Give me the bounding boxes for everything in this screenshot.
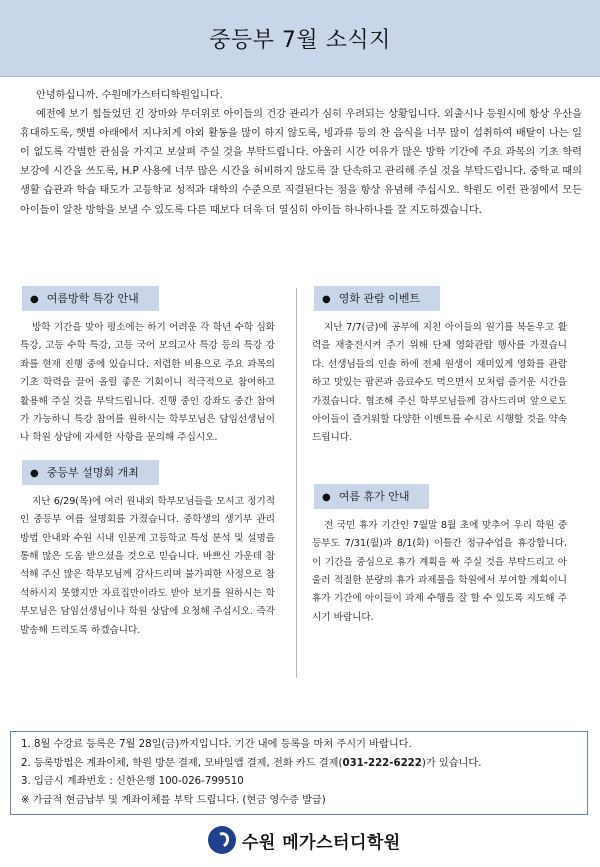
notice-box xyxy=(10,731,588,815)
logo-text: 수원 메가스터디학원 xyxy=(242,832,401,853)
section-body-movie-event: 지난 7/7(금)에 공부에 지친 아이들의 원기를 북돋우고 활력을 재충전시켜 주기 위해 단체 영화관람 행사를 가졌습니다. 선생님들의 인솔 하에 전체 원생이 재미있게 영화를 관람하고 맛있는 팝콘과 음료수도 먹으면서 모처럼 즐거운 시간을 가졌습니다. 협조해 주신 학부모님들께 감사드리며 앞으로도 아이들이 즐거워할 다양한 이벤트를 수시로 시행할 것을 약속드립니다. xyxy=(312,322,567,444)
notice-line-4: ※ 가급적 현금납부 및 계좌이체를 부탁 드립니다. (현금 영수증 발급) xyxy=(21,794,326,806)
bullet-icon: ● xyxy=(30,467,39,479)
bullet-icon: ● xyxy=(30,294,39,305)
section-title: 여름 휴가 안내 xyxy=(338,489,410,503)
phone-number: 031-222-6222 xyxy=(342,757,422,769)
left-column xyxy=(20,286,275,640)
section-title: 여름방학 특강 안내 xyxy=(46,292,139,305)
section-body-vacation: 전 국민 휴가 기간인 7월말 8월 초에 맞추어 우리 학원 중등부도 7/31(월)과 8/1(화) 이틀간 정규수업을 휴강합니다. 이 기간을 중심으로 휴가 계획을 짜 주실 것을 부탁드리고 아울러 적절한 분량의 휴가 과제물을 학원에서 부여할 계획이니 휴가 기간에 아이들이 과제 수행을 잘 할 수 있도록 지도해 주시기 바랍니다. xyxy=(312,519,567,623)
section-heading-movie-event xyxy=(314,286,440,311)
right-column xyxy=(312,286,567,627)
bullet-icon: ● xyxy=(322,294,331,305)
section-title: 중등부 설명회 개최 xyxy=(46,465,139,479)
section-heading-vacation xyxy=(314,484,429,509)
notice-line-3: 3. 입금시 계좌번호 : 신한은행 100-026-799510 xyxy=(21,776,244,787)
column-divider xyxy=(296,288,297,678)
title-banner xyxy=(0,0,600,77)
section-body-briefing: 지난 6/29(목)에 여러 원내외 학부모님들을 모시고 정기적인 중등부 여름 설명회를 가졌습니다. 중학생의 생기부 관리 방법 안내와 수원 시내 인문계 고등학교 특성 분석 및 설명을 통해 많은 도움 받으셨을 것으로 믿습니다. 바쁘신 가운데 참석해 주신 많은 학부모님께 감사드리며 불가피한 사정으로 참석하시지 못했지만 자료집만이라도 받아 보기를 원하시는 학부모님은 담임선생님이나 학원 상담에 요청해 주십시오. 즉각 발송해 드리도록 하겠습니다. xyxy=(20,495,275,636)
intro-greeting: 안녕하십니까. 수원메가스터디학원입니다. xyxy=(36,90,223,101)
notice-line-2 xyxy=(21,755,577,774)
page-title: 중등부 7월 소식지 xyxy=(209,27,391,53)
academy-logo xyxy=(208,823,401,857)
notice-line-2-prefix: 2. 등록방법은 계좌이체, 학원 방문 결제, 모바일앱 결제, 전화 카드 결제( xyxy=(21,757,343,769)
notice-line-2-suffix: )가 있습니다. xyxy=(421,757,482,769)
megastudy-logo-icon xyxy=(208,826,236,854)
notice-line-1: 1. 8월 수강료 등록은 7월 28일(금)까지입니다. 기간 내에 등록을 마쳐 주시기 바랍니다. xyxy=(21,739,412,750)
section-heading-special-lecture xyxy=(22,286,159,311)
bullet-icon: ● xyxy=(322,491,331,503)
intro-body: 예전에 보기 힘들었던 긴 장마와 무더위로 아이들의 건강 관리가 심히 우려되는 상황입니다. 외출시나 등원시에 항상 우산을 휴대하도록, 햇볕 아래에서 지나치게 야외 활동을 많이 하지 않도록, 빙과류 등의 찬 음식을 너무 많이 섭취하여 배탈이 나는 일이 없도록 각별한 관심을 가지고 보살펴 주실 것을 부탁드립니다. 아울러 시간 여유가 많은 방학 기간에 주요 과목의 기초 학력 보강에 시간을 쓰도록, H.P 사용에 너무 많은 시간을 허비하지 않도록 잘 단속하고 관리해 주실 것을 부탁드립니다. 중학교 때의 생활 습관과 학습 태도가 고등학교 성적과 대학의 수준으로 직결된다는 점을 항상 유념해 주십시오. 학원도 이런 관점에서 모든 아이들이 알찬 방학을 보낼 수 있도록 다른 때보다 더욱 더 열심히 아이들 하나하나를 잘 지도하겠습니다. xyxy=(20,109,582,216)
section-heading-briefing xyxy=(22,460,159,485)
intro-letter xyxy=(20,86,582,220)
section-title: 영화 관람 이벤트 xyxy=(338,292,421,305)
section-body-special-lecture: 방학 기간을 맞아 평소에는 하기 어려운 각 학년 수학 심화 특강, 고등 수학 특강, 고등 국어 모의고사 특강 등의 특강 강좌를 현재 진행 중에 있습니다. 저렴한 비용으로 주요 과목의 기초 학력을 끌어 올릴 좋은 기회이니 적극적으로 참여하고 활용해 주실 것을 부탁드립니다. 진행 중인 강좌도 중간 참여가 가능하니 특강 참여를 원하시는 학부모님은 담임선생님이나 학원 상담에 자세한 사항을 문의해 주십시오. xyxy=(20,322,275,444)
